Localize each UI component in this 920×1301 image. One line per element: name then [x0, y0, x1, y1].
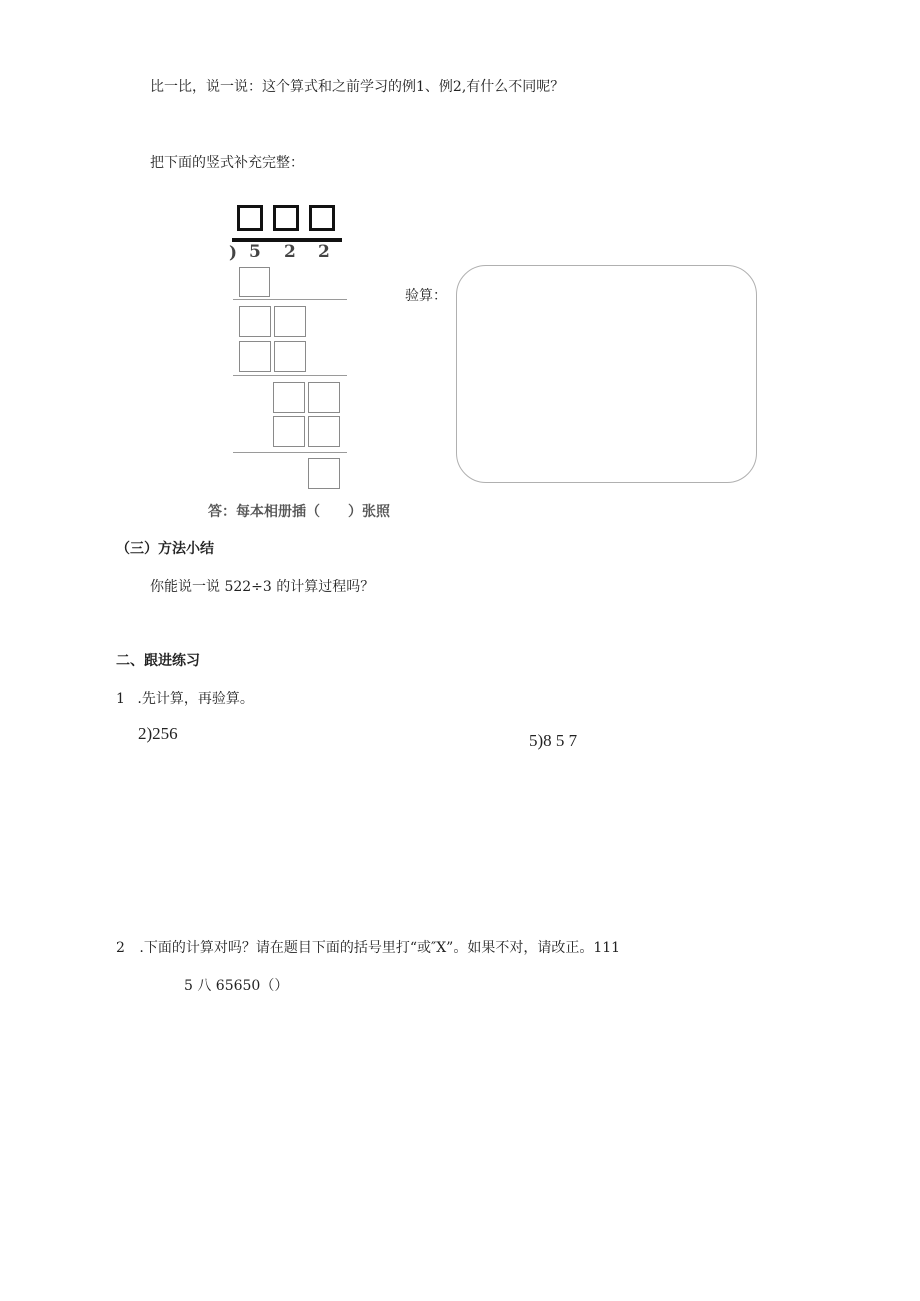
digit-box[interactable] — [239, 306, 271, 337]
digit-box[interactable] — [308, 416, 340, 447]
dividend-digit: 2 — [318, 242, 330, 262]
exercise-number: 1 — [116, 691, 125, 707]
digit-box[interactable] — [308, 382, 340, 413]
subtraction-line — [233, 299, 347, 300]
exercise-2-problem: 5 八 65650（） — [184, 978, 289, 994]
subtraction-line — [233, 375, 347, 376]
dividend-digit: 5 — [249, 242, 261, 262]
answer-line: 答：每本相册插（ ）张照 — [208, 504, 390, 520]
exercise-1 — [116, 688, 254, 708]
section-three-prompt: 你能说一说 522÷3 的计算过程吗？ — [150, 579, 375, 595]
section-two-title: 二、跟进练习 — [116, 653, 200, 669]
subtraction-line — [233, 452, 347, 453]
exercise-text: .下面的计算对吗？请在题目下面的括号里打“或″X”。如果不对，请改正。111 — [139, 940, 621, 956]
digit-box[interactable] — [273, 382, 305, 413]
quotient-box[interactable] — [309, 205, 335, 231]
problem-a: 2)256 — [138, 724, 178, 743]
remainder-box[interactable] — [308, 458, 340, 489]
exercise-text: .先计算，再验算。 — [137, 691, 254, 707]
digit-box[interactable] — [274, 341, 306, 372]
check-work-area[interactable] — [456, 265, 757, 483]
check-label: 验算： — [405, 288, 447, 304]
digit-box[interactable] — [273, 416, 305, 447]
digit-box[interactable] — [274, 306, 306, 337]
section-three-title: （三）方法小结 — [116, 541, 214, 557]
compare-prompt: 比一比，说一说：这个算式和之前学习的例1、例2,有什么不同呢？ — [150, 79, 565, 95]
divisor-mark: ) — [229, 243, 238, 263]
digit-box[interactable] — [239, 267, 270, 297]
exercise-2 — [116, 937, 620, 957]
problem-b: 5)8 5 7 — [529, 731, 578, 750]
dividend-digit: 2 — [284, 242, 296, 262]
exercise-number: 2 — [116, 940, 125, 956]
digit-box[interactable] — [239, 341, 271, 372]
quotient-box[interactable] — [237, 205, 263, 231]
quotient-box[interactable] — [273, 205, 299, 231]
fill-prompt: 把下面的竖式补充完整： — [150, 155, 304, 171]
